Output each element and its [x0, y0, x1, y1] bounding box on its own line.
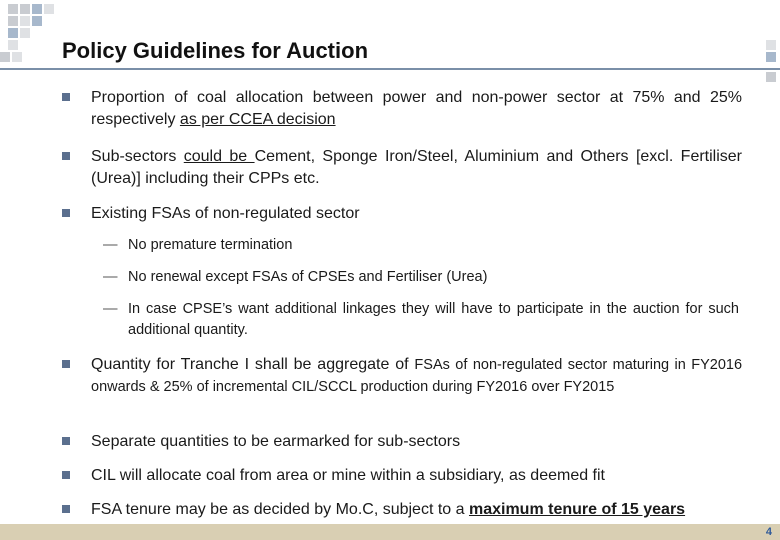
- bullet-square-icon: [62, 209, 70, 217]
- footer-bar: [0, 524, 780, 540]
- bullet-text: Cement, Sponge Iron/Steel, Aluminium and Others [excl. Fertiliser (Urea)] including their CPPs etc.: [91, 148, 742, 187]
- bullet-square-icon: [62, 360, 70, 368]
- bullet-text-small: FSAs of non-regulated sector maturing in FY2016 onwards & 25% of incremental CIL/SCCL production during FY2016 over FY2015: [91, 357, 743, 395]
- decor-square: [12, 52, 22, 62]
- decor-square: [20, 4, 30, 14]
- sub-bullet-cpse-linkages: [103, 299, 739, 341]
- bullet-text: Quantity for Tranche I shall be aggregate of: [91, 356, 415, 373]
- bullet-square-icon: [62, 93, 70, 101]
- dash-icon: —: [103, 301, 118, 317]
- decor-square: [44, 4, 54, 14]
- decor-square: [20, 28, 30, 38]
- slide-title: Policy Guidelines for Auction: [62, 38, 369, 63]
- bullet-coal-proportion: [62, 87, 742, 131]
- decor-square: [766, 72, 776, 82]
- underlined-text: could be: [183, 148, 255, 165]
- bullet-square-icon: [62, 152, 70, 160]
- bullet-text: Existing FSAs of non-regulated sector: [91, 205, 360, 222]
- title-divider: [0, 68, 780, 70]
- sub-bullet-no-renewal: [103, 267, 739, 288]
- decor-square: [8, 40, 18, 50]
- bullet-square-icon: [62, 437, 70, 445]
- page-number: 4: [765, 526, 772, 538]
- bullet-sub-sectors: [62, 146, 742, 190]
- bullet-text: Proportion of coal allocation between power and non-power sector at 75% and 25% respectively: [91, 89, 742, 128]
- bullet-text: CIL will allocate coal from area or mine within a subsidiary, as deemed fit: [91, 467, 605, 484]
- decor-square: [8, 16, 18, 26]
- dash-icon: —: [103, 237, 118, 253]
- underlined-text: as per CCEA decision: [179, 111, 336, 128]
- bullet-square-icon: [62, 505, 70, 513]
- decor-square: [0, 52, 10, 62]
- sub-bullet-text: In case CPSE’s want additional linkages they will have to participate in the auction for such additional quantity.: [128, 301, 739, 338]
- bullet-separate-quantities: [62, 431, 742, 453]
- sub-bullet-text: No renewal except FSAs of CPSEs and Fertiliser (Urea): [128, 269, 488, 285]
- bullet-tranche-quantity: [62, 354, 742, 398]
- dash-icon: —: [103, 269, 118, 285]
- decor-square: [8, 28, 18, 38]
- decor-square: [8, 4, 18, 14]
- sub-bullet-text: No premature termination: [128, 237, 293, 253]
- bullet-text: Separate quantities to be earmarked for sub-sectors: [91, 433, 461, 450]
- decor-square: [32, 4, 42, 14]
- sub-bullet-no-termination: [103, 235, 739, 256]
- bullet-existing-fsas: [62, 203, 742, 225]
- underlined-bold-text: maximum tenure of 15 years: [468, 501, 686, 518]
- bullet-text: Sub-sectors: [91, 148, 184, 165]
- decor-square: [32, 16, 42, 26]
- bullet-cil-allocation: [62, 465, 742, 487]
- bullet-square-icon: [62, 471, 70, 479]
- decor-square: [20, 16, 30, 26]
- bullet-text: FSA tenure may be as decided by Mo.C, subject to a: [91, 501, 469, 518]
- decor-square: [766, 52, 776, 62]
- bullet-fsa-tenure: [62, 499, 742, 521]
- decor-square: [766, 40, 776, 50]
